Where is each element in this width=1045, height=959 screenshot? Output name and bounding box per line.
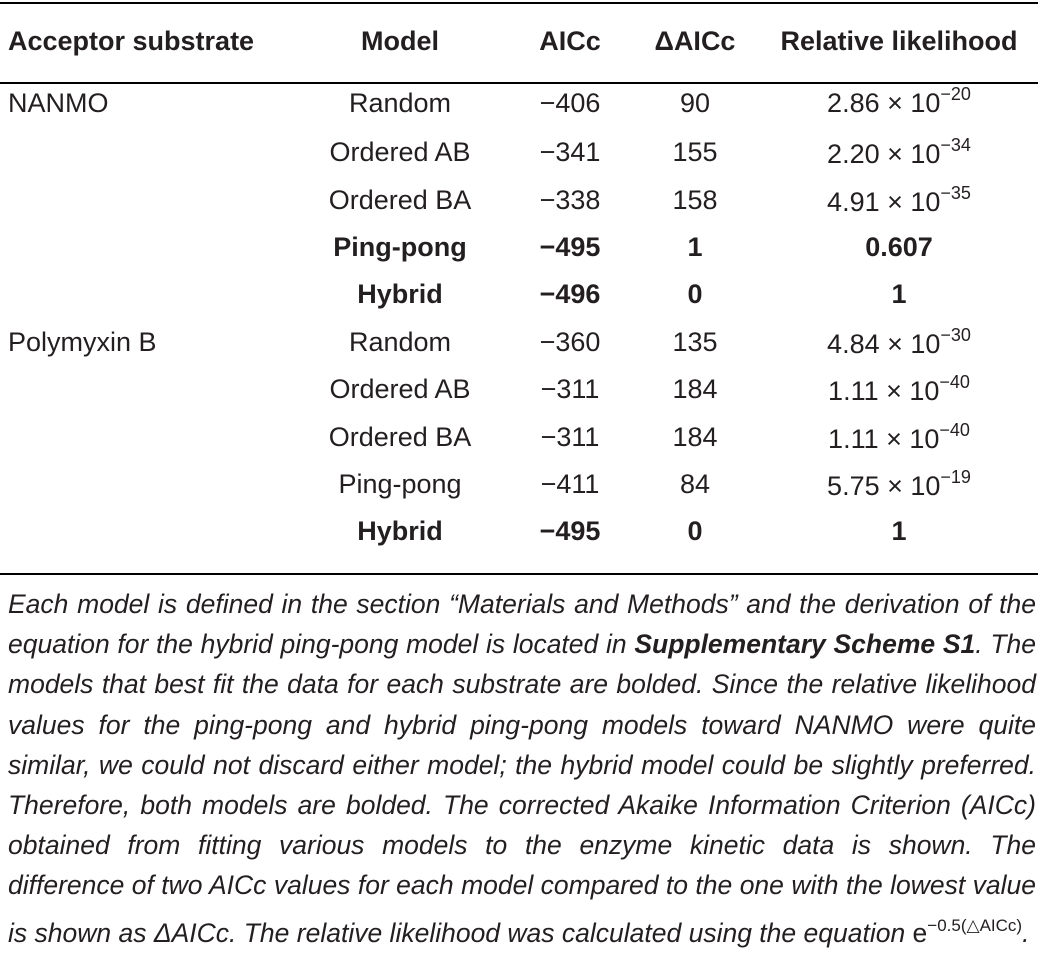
table-footnote	[8, 584, 1036, 953]
table-row	[0, 271, 1038, 318]
likelihood-mantissa: 0.607	[865, 231, 933, 262]
cell-delta-aicc: 84	[679, 468, 711, 499]
cell-model: Random	[348, 326, 452, 357]
cell-model: Ordered BA	[328, 421, 472, 452]
cell-relative-likelihood	[760, 224, 1038, 271]
table-row	[0, 461, 1038, 508]
footnote-text-2: . The models that best fit the data for each substrate are bolded. Since the relative likelihood values for the ping-pong and hybrid ping-pong models toward NANMO were quite similar, we could not discard either model; the hybrid model could be slightly preferred. Therefore, both models are bolded. The corrected Akaike Information Criterion (AICc) obtained from fitting various models to the enzyme kinetic data is shown. The difference of two AICc values for each model compared to the one with the lowest value is shown as ΔAICc. The relative likelihood was calculated using the equation	[8, 629, 1037, 948]
likelihood-mantissa: 2.20 × 10	[827, 139, 941, 170]
cell-delta-aicc: 0	[687, 516, 703, 547]
cell-delta-aicc: 135	[672, 326, 718, 357]
cell-delta-aicc: 90	[679, 88, 711, 118]
likelihood-mantissa: 1.11 × 10	[828, 423, 940, 454]
header-relative-likelihood: Relative likelihood	[780, 25, 1018, 56]
cell-aicc: −311	[540, 421, 600, 452]
cell-model: Ping-pong	[338, 468, 462, 499]
cell-relative-likelihood	[760, 319, 1038, 366]
table-row	[0, 224, 1038, 271]
likelihood-exponent: −34	[940, 135, 971, 156]
cell-model: Ordered AB	[329, 374, 471, 405]
likelihood-mantissa: 2.86 × 10	[827, 88, 941, 118]
table-row	[0, 176, 1038, 223]
cell-substrate	[0, 413, 290, 460]
cell-substrate	[0, 461, 290, 508]
cell-aicc: −360	[539, 326, 601, 357]
likelihood-exponent: −40	[939, 419, 970, 440]
cell-relative-likelihood	[760, 176, 1038, 223]
cell-aicc: −495	[539, 516, 601, 547]
cell-aicc: −496	[539, 279, 601, 310]
cell-relative-likelihood	[760, 413, 1038, 460]
cell-model: Ping-pong	[333, 231, 467, 262]
footnote-equation	[912, 915, 1023, 948]
likelihood-exponent: −19	[940, 466, 971, 487]
likelihood-mantissa: 5.75 × 10	[827, 470, 941, 501]
cell-aicc: −338	[539, 184, 601, 215]
cell-relative-likelihood	[760, 366, 1038, 413]
footnote-supplementary-ref: Supplementary Scheme S1	[634, 629, 976, 660]
cell-aicc: −311	[540, 374, 600, 405]
header-acceptor-substrate: Acceptor substrate	[8, 25, 255, 56]
cell-model: Ordered BA	[328, 184, 472, 215]
table-header-row	[0, 16, 1038, 66]
footnote-end: .	[1022, 917, 1030, 948]
cell-aicc: −411	[540, 468, 600, 499]
footnote-text-1: Each model is defined in the section “Materials and Methods” and the derivation of the equation for the hybrid ping-pong model is located in	[8, 589, 1036, 660]
likelihood-table	[0, 16, 1038, 556]
cell-delta-aicc: 1	[687, 231, 703, 262]
likelihood-mantissa: 1.11 × 10	[828, 376, 940, 407]
table-row	[0, 366, 1038, 413]
table-row	[0, 319, 1038, 366]
cell-aicc: −406	[539, 88, 601, 118]
header-model: Model	[361, 25, 439, 56]
table-row	[0, 508, 1038, 555]
cell-model: Random	[348, 88, 452, 118]
cell-model: Ordered AB	[329, 137, 471, 168]
cell-delta-aicc: 158	[672, 184, 718, 215]
header-aicc: AICc	[539, 25, 601, 56]
equation-exponent: −0.5(△AICc)	[927, 915, 1023, 935]
likelihood-mantissa: 4.84 × 10	[827, 328, 941, 359]
cell-substrate: NANMO	[8, 88, 109, 118]
table-row	[0, 66, 1038, 129]
cell-relative-likelihood	[760, 461, 1038, 508]
cell-delta-aicc: 0	[687, 279, 703, 310]
likelihood-exponent: −30	[940, 324, 971, 345]
cell-substrate	[0, 271, 290, 318]
bottom-rule	[0, 573, 1038, 575]
likelihood-mantissa: 1	[891, 279, 907, 310]
equation-base: e	[912, 917, 928, 948]
table-row	[0, 129, 1038, 176]
cell-model: Hybrid	[357, 516, 443, 547]
cell-aicc: −341	[539, 137, 601, 168]
cell-delta-aicc: 184	[672, 374, 718, 405]
likelihood-mantissa: 4.91 × 10	[827, 186, 941, 217]
top-rule	[0, 2, 1038, 4]
cell-substrate	[0, 224, 290, 271]
header-delta-aicc: ΔAICc	[654, 25, 736, 56]
cell-relative-likelihood	[760, 66, 1038, 129]
cell-delta-aicc: 184	[672, 421, 718, 452]
cell-model: Hybrid	[357, 279, 443, 310]
cell-substrate	[0, 129, 290, 176]
cell-relative-likelihood	[760, 129, 1038, 176]
cell-delta-aicc: 155	[672, 137, 718, 168]
cell-substrate: Polymyxin B	[8, 326, 157, 357]
table-row	[0, 413, 1038, 460]
likelihood-exponent: −35	[940, 182, 971, 203]
cell-relative-likelihood	[760, 271, 1038, 318]
cell-aicc: −495	[539, 231, 601, 262]
likelihood-mantissa: 1	[891, 516, 907, 547]
cell-substrate	[0, 366, 290, 413]
cell-substrate	[0, 176, 290, 223]
likelihood-exponent: −20	[940, 84, 971, 104]
likelihood-exponent: −40	[939, 372, 970, 393]
cell-relative-likelihood	[760, 508, 1038, 555]
cell-substrate	[0, 508, 290, 555]
